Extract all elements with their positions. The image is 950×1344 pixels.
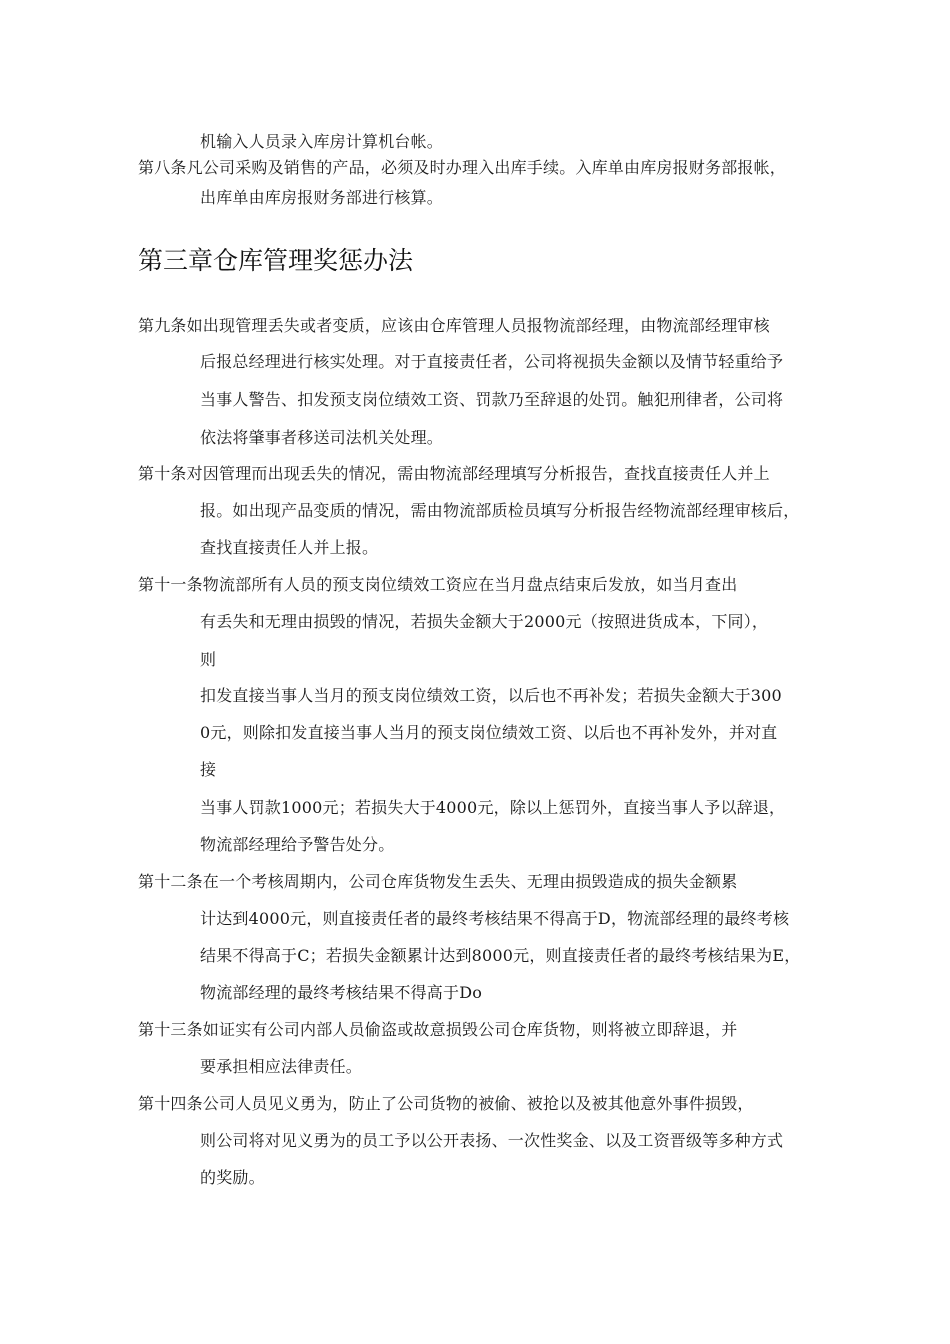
paragraph-line: 依法将肇事者移送司法机关处理。 xyxy=(200,428,444,447)
paragraph-line: 的奖励。 xyxy=(200,1168,265,1187)
paragraph-line: 物流部经理的最终考核结果不得高于Do xyxy=(200,983,483,1002)
paragraph-line: 报。如出现产品变质的情况，需由物流部质检员填写分析报告经物流部经理审核后， xyxy=(200,501,800,520)
paragraph-line: 则 xyxy=(200,650,217,669)
paragraph-line: 物流部经理给予警告处分。 xyxy=(200,835,395,854)
article-11-line: 第十一条物流部所有人员的预支岗位绩效工资应在当月盘点结束后发放，如当月查出 xyxy=(138,575,738,594)
paragraph-line: 0元，则除扣发直接当事人当月的预支岗位绩效工资、以后也不再补发外，并对直 xyxy=(200,723,778,742)
paragraph-line: 机输入人员录入库房计算机台帐。 xyxy=(200,132,444,151)
paragraph-line: 查找直接责任人并上报。 xyxy=(200,538,379,557)
paragraph-line: 则公司将对见义勇为的员工予以公开表扬、一次性奖金、以及工资晋级等多种方式 xyxy=(200,1131,784,1150)
article-9-line: 第九条如出现管理丢失或者变质，应该由仓库管理人员报物流部经理，由物流部经理审核 xyxy=(138,316,770,335)
article-8-line: 第八条凡公司采购及销售的产品，必须及时办理入出库手续。入库单由库房报财务部报帐， xyxy=(138,158,787,177)
chapter-heading: 第三章仓库管理奖惩办法 xyxy=(138,246,414,275)
article-13-line: 第十三条如证实有公司内部人员偷盗或故意损毁公司仓库货物，则将被立即辞退，并 xyxy=(138,1020,738,1039)
article-10-line: 第十条对因管理而出现丢失的情况，需由物流部经理填写分析报告，查找直接责任人并上 xyxy=(138,464,770,483)
paragraph-line: 计达到4000元，则直接责任者的最终考核结果不得高于D，物流部经理的最终考核 xyxy=(200,909,790,928)
paragraph-line: 结果不得高于C；若损失金额累计达到8000元，则直接责任者的最终考核结果为E， xyxy=(200,946,801,965)
paragraph-line: 当事人罚款1000元；若损失大于4000元，除以上惩罚外，直接当事人予以辞退， xyxy=(200,798,786,817)
paragraph-line: 当事人警告、扣发预支岗位绩效工资、罚款乃至辞退的处罚。触犯刑律者，公司将 xyxy=(200,390,784,409)
paragraph-line: 出库单由库房报财务部进行核算。 xyxy=(200,188,444,207)
article-12-line: 第十二条在一个考核周期内，公司仓库货物发生丢失、无理由损毁造成的损失金额累 xyxy=(138,872,738,891)
paragraph-line: 接 xyxy=(200,760,217,779)
paragraph-line: 扣发直接当事人当月的预支岗位绩效工资，以后也不再补发；若损失金额大于300 xyxy=(200,686,782,705)
paragraph-line: 要承担相应法律责任。 xyxy=(200,1057,363,1076)
paragraph-line: 有丢失和无理由损毁的情况，若损失金额大于2000元（按照进货成本，下同）， xyxy=(200,612,769,631)
article-14-line: 第十四条公司人员见义勇为，防止了公司货物的被偷、被抢以及被其他意外事件损毁， xyxy=(138,1094,754,1113)
paragraph-line: 后报总经理进行核实处理。对于直接责任者，公司将视损失金额以及情节轻重给予 xyxy=(200,352,784,371)
